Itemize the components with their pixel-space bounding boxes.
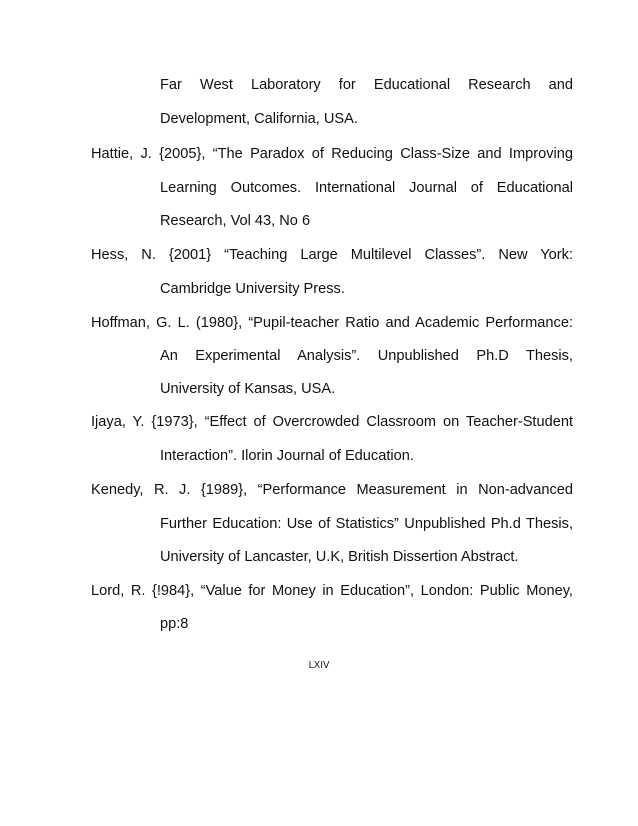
reference-hattie-line: Hattie, J. {2005}, “The Paradox of Reducing Class-Size and Improving — [91, 146, 573, 162]
reference-line: Research, Vol 43, No 6 — [160, 213, 311, 229]
reference-line: Development, California, USA. — [160, 111, 358, 127]
reference-line: Interaction”. Ilorin Journal of Education. — [160, 448, 414, 464]
reference-line: An Experimental Analysis”. Unpublished Ph.D Thesis, — [160, 348, 573, 364]
reference-line: pp:8 — [160, 616, 189, 632]
reference-kenedy-line: Kenedy, R. J. {1989}, “Performance Measurement in Non-advanced — [91, 482, 573, 498]
reference-line: Cambridge University Press. — [160, 281, 345, 297]
reference-ijaya-line: Ijaya, Y. {1973}, “Effect of Overcrowded Classroom on Teacher-Student — [91, 414, 573, 430]
reference-hess-line: Hess, N. {2001} “Teaching Large Multilevel Classes”. New York: — [91, 247, 573, 263]
reference-lord-line: Lord, R. {!984}, “Value for Money in Education”, London: Public Money, — [91, 583, 573, 599]
reference-line: Further Education: Use of Statistics” Unpublished Ph.d Thesis, — [160, 516, 573, 532]
reference-line: University of Kansas, USA. — [160, 381, 336, 397]
reference-line: Learning Outcomes. International Journal of Educational — [160, 180, 573, 196]
reference-line: Far West Laboratory for Educational Research and — [160, 77, 573, 93]
page-number: LXIV — [308, 660, 330, 671]
reference-line: University of Lancaster, U.K, British Dissertion Abstract. — [160, 549, 519, 565]
reference-hoffman-line: Hoffman, G. L. (1980}, “Pupil-teacher Ratio and Academic Performance: — [91, 315, 573, 331]
